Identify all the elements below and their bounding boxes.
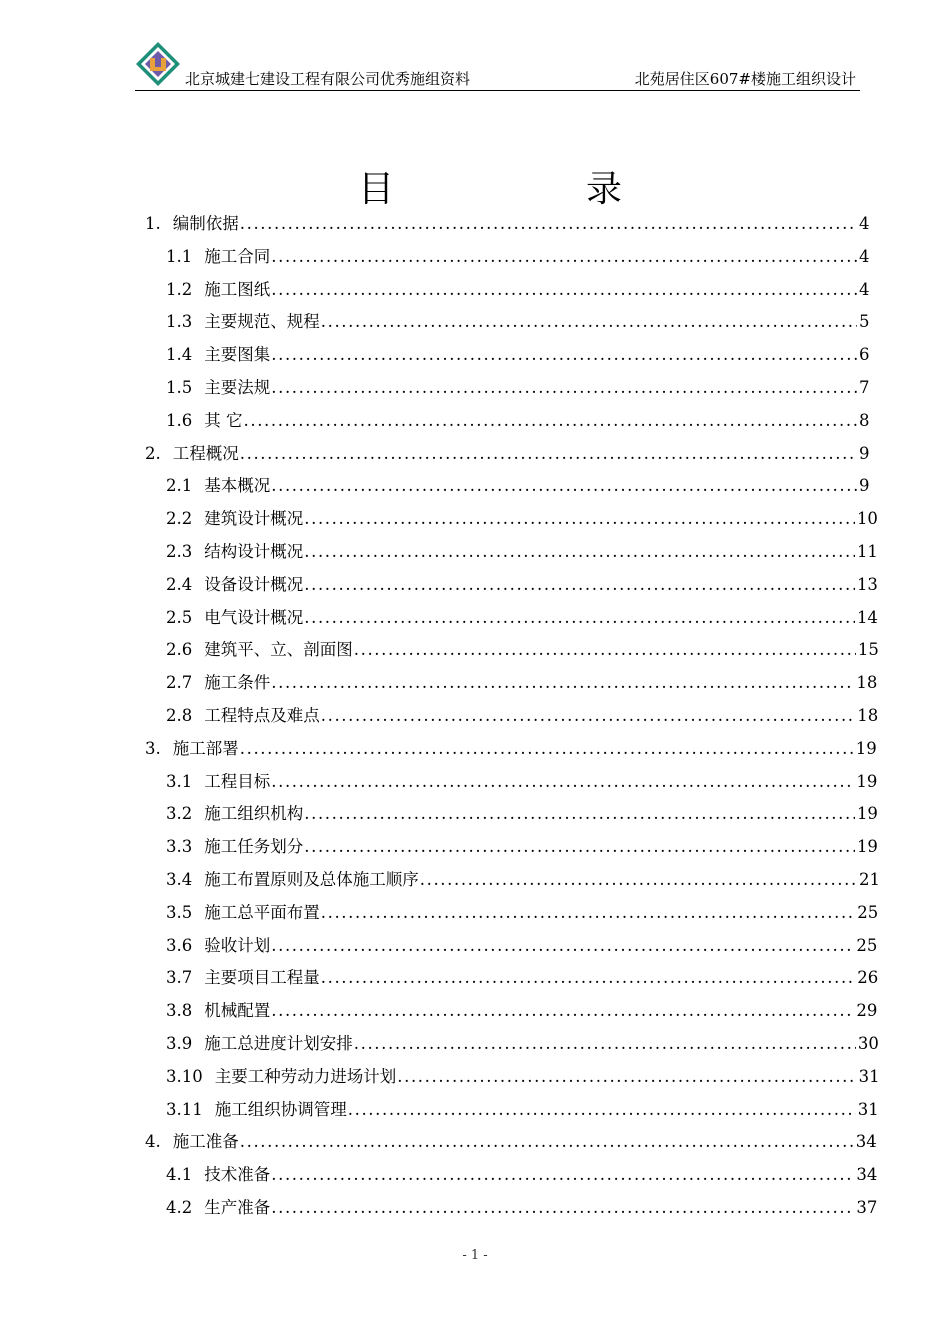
toc-dot-leader [271,374,857,402]
toc-entry-label: 施工图纸 [204,279,271,299]
toc-dot-leader [354,1030,856,1058]
toc-subsection-entry[interactable] [166,1096,879,1124]
toc-dot-leader [271,932,854,960]
toc-entry-page: 26 [857,968,879,988]
toc-entry-number: 2.8 [166,706,193,725]
toc-subsection-entry[interactable] [166,571,878,599]
toc-dot-leader [240,210,857,238]
toc-dot-leader [244,407,858,435]
toc-entry-label: 编制依据 [172,214,239,233]
toc-dot-leader [240,735,854,763]
toc-entry-label: 施工准备 [172,1132,239,1152]
toc-section-entry[interactable] [145,735,877,763]
toc-subsection-entry[interactable] [166,538,878,566]
toc-entry-label: 建筑设计概况 [204,509,304,529]
toc-subsection-entry[interactable] [166,1194,878,1222]
toc-entry-number: 1.6 [166,410,193,430]
toc-entry-label: 主要法规 [204,378,271,397]
toc-subsection-entry[interactable] [166,866,880,894]
toc-entry-page: 21 [859,870,880,889]
toc-entry-page: 25 [857,902,879,922]
toc-subsection-entry[interactable] [166,472,870,500]
toc-dot-leader [354,636,856,664]
toc-entry-number: 2.5 [166,607,193,627]
toc-entry-number: 1.3 [166,312,193,332]
toc-entry-page: 4 [859,279,870,299]
toc-subsection-entry[interactable] [166,604,878,632]
toc-dot-leader [240,1128,854,1156]
toc-subsection-entry[interactable] [166,964,879,992]
toc-section-entry[interactable] [145,210,870,238]
company-logo-icon [135,41,181,87]
toc-entry-label: 工程特点及难点 [204,706,320,725]
toc-entry-number: 2. [145,443,161,463]
toc-entry-label: 基本概况 [204,476,271,496]
toc-entry-number: 4. [145,1132,161,1152]
toc-entry-label: 施工任务划分 [204,837,304,857]
toc-entry-number: 3.5 [166,902,193,922]
toc-subsection-entry[interactable] [166,833,878,861]
toc-section-entry[interactable] [145,1128,877,1156]
header-document-title: 北苑居住区607#楼施工组织设计 [634,70,856,88]
page-number: - 1 - [462,1248,488,1263]
toc-subsection-entry[interactable] [166,997,878,1025]
toc-entry-page: 29 [856,1001,878,1021]
toc-entry-number: 3.10 [166,1066,203,1086]
toc-subsection-entry[interactable] [166,308,870,336]
toc-dot-leader [271,1194,854,1222]
toc-dot-leader [271,243,857,271]
toc-dot-leader [271,768,854,796]
toc-subsection-entry[interactable] [166,636,879,664]
toc-entry-label: 施工布置原则及总体施工顺序 [204,870,419,889]
toc-dot-leader [240,440,857,468]
toc-subsection-entry[interactable] [166,407,870,435]
toc-entry-number: 1. [145,214,161,233]
toc-subsection-entry[interactable] [166,374,870,402]
toc-subsection-entry[interactable] [166,800,878,828]
toc-entry-label: 技术准备 [204,1165,271,1185]
toc-entry-number: 3.1 [166,771,193,791]
toc-dot-leader [304,538,855,566]
toc-entry-page: 7 [859,378,870,397]
toc-entry-page: 10 [856,509,878,529]
toc-dot-leader [271,669,854,697]
header-rule [135,90,860,91]
toc-entry-page: 31 [858,1066,880,1086]
toc-entry-page: 15 [857,640,879,660]
toc-dot-leader [271,1161,854,1189]
toc-entry-number: 2.4 [166,574,193,594]
toc-entry-label: 生产准备 [204,1198,271,1217]
toc-subsection-entry[interactable] [166,932,878,960]
toc-subsection-entry[interactable] [166,669,878,697]
toc-entry-page: 4 [859,246,870,266]
header-company-name: 北京城建七建设工程有限公司优秀施组资料 [185,70,471,88]
toc-dot-leader [271,472,857,500]
toc-section-entry[interactable] [145,440,870,468]
toc-entry-page: 19 [855,738,877,758]
toc-entry-label: 主要项目工程量 [204,968,320,988]
toc-entry-page: 19 [856,771,878,791]
toc-entry-label: 施工条件 [204,673,271,693]
toc-entry-label: 设备设计概况 [204,574,304,594]
toc-subsection-entry[interactable] [166,899,879,927]
toc-entry-label: 机械配置 [204,1001,271,1021]
toc-title-char-2: 录 [586,169,623,210]
toc-entry-page: 18 [856,673,878,693]
toc-entry-page: 14 [856,607,878,627]
toc-entry-page: 30 [857,1034,879,1053]
toc-subsection-entry[interactable] [166,243,870,271]
toc-entry-label: 主要规范、规程 [204,312,320,332]
toc-entry-number: 4.2 [166,1198,193,1217]
toc-entry-page: 19 [856,804,878,824]
toc-entry-number: 3. [145,738,161,758]
toc-subsection-entry[interactable] [166,1030,879,1058]
toc-dot-leader [304,571,855,599]
toc-title-char-1: 目 [358,169,395,210]
toc-entry-page: 4 [859,214,870,233]
toc-dot-leader [271,997,854,1025]
toc-entry-label: 施工部署 [172,738,239,758]
toc-entry-number: 2.6 [166,640,193,660]
toc-entry-number: 2.2 [166,509,193,529]
toc-entry-number: 3.8 [166,1001,193,1021]
toc-entry-page: 9 [859,443,870,463]
toc-dot-leader [321,899,855,927]
toc-entry-page: 6 [859,345,870,365]
toc-dot-leader [271,276,857,304]
toc-entry-label: 验收计划 [204,935,271,955]
toc-subsection-entry[interactable] [166,505,878,533]
toc-entry-label: 电气设计概况 [204,607,304,627]
toc-dot-leader [321,702,855,730]
toc-subsection-entry[interactable] [166,341,870,369]
toc-entry-number: 3.11 [166,1099,203,1119]
toc-dot-leader [420,866,857,894]
toc-entry-number: 2.1 [166,476,193,496]
toc-entry-page: 18 [857,706,879,725]
toc-entry-label: 结构设计概况 [204,542,304,561]
toc-entry-page: 34 [855,1132,877,1152]
toc-entry-number: 3.4 [166,870,193,889]
toc-entry-label: 施工组织协调管理 [214,1099,347,1119]
toc-entry-page: 11 [856,542,878,561]
toc-subsection-entry[interactable] [166,702,879,730]
toc-entry-number: 3.7 [166,968,193,988]
toc-entry-page: 5 [859,312,870,332]
toc-subsection-entry[interactable] [166,1161,878,1189]
toc-entry-page: 8 [859,410,870,430]
toc-entry-label: 施工总平面布置 [204,902,320,922]
toc-dot-leader [304,800,855,828]
toc-entry-label: 建筑平、立、剖面图 [204,640,353,660]
toc-dot-leader [348,1096,856,1124]
toc-entry-number: 1.2 [166,279,193,299]
toc-entry-number: 3.3 [166,837,193,857]
toc-entry-label: 主要图集 [204,345,271,365]
toc-entry-label: 工程目标 [204,771,271,791]
toc-dot-leader [397,1063,856,1091]
toc-entry-number: 3.6 [166,935,193,955]
toc-entry-label: 施工总进度计划安排 [204,1034,353,1053]
toc-entry-number: 2.3 [166,542,193,561]
toc-subsection-entry[interactable] [166,1063,880,1091]
toc-entry-label: 主要工种劳动力进场计划 [214,1066,397,1086]
toc-entry-label: 工程概况 [172,443,239,463]
toc-entry-number: 1.4 [166,345,193,365]
toc-entry-page: 13 [856,574,878,594]
toc-entry-label: 施工合同 [204,246,271,266]
toc-entry-label: 施工组织机构 [204,804,304,824]
toc-entry-page: 37 [856,1198,878,1217]
toc-dot-leader [304,505,855,533]
toc-entry-page: 19 [856,837,878,857]
toc-entry-page: 31 [857,1099,879,1119]
toc-entry-number: 2.7 [166,673,193,693]
toc-dot-leader [271,341,857,369]
toc-dot-leader [321,308,857,336]
toc-entry-page: 25 [856,935,878,955]
toc-entry-label: 其 它 [204,410,243,430]
toc-entry-number: 1.5 [166,378,193,397]
toc-entry-page: 9 [859,476,870,496]
toc-entry-number: 3.2 [166,804,193,824]
toc-entry-number: 1.1 [166,246,193,266]
toc-entry-number: 3.9 [166,1034,193,1053]
toc-dot-leader [304,604,855,632]
toc-entry-number: 4.1 [166,1165,193,1185]
toc-subsection-entry[interactable] [166,768,878,796]
toc-dot-leader [304,833,855,861]
page-header [135,40,860,92]
toc-entry-page: 34 [856,1165,878,1185]
toc-subsection-entry[interactable] [166,276,870,304]
toc-dot-leader [321,964,855,992]
